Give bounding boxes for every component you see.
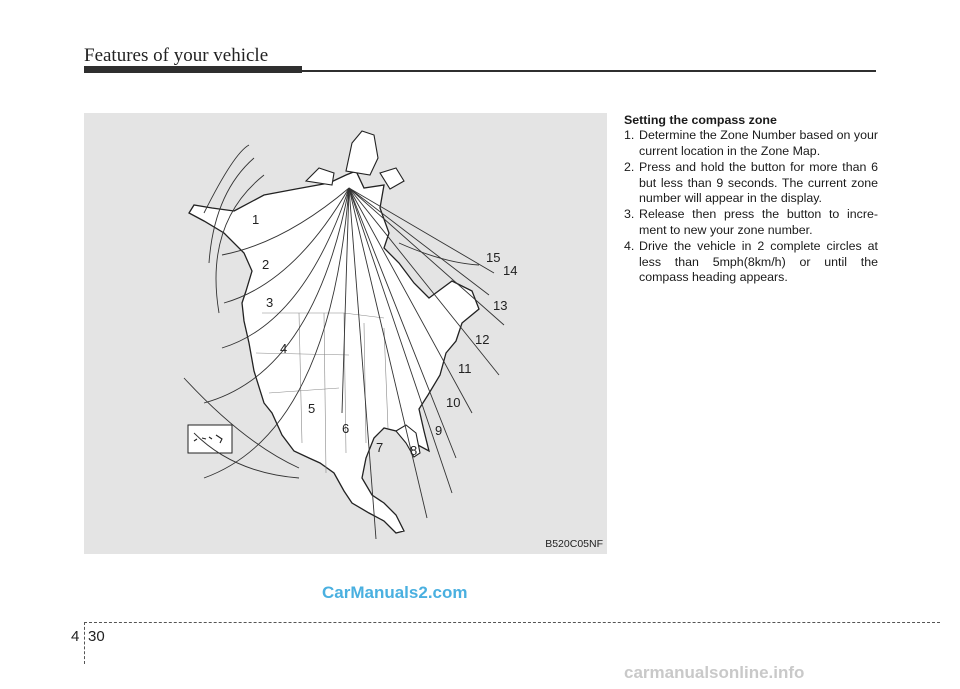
zone-label-5: 5 — [308, 401, 316, 416]
step-text: Press and hold the button for more than 6 but less than 9 seconds. The current zone number will appear in the display. — [639, 160, 878, 206]
section-heading: Setting the compass zone — [624, 113, 777, 127]
figure-code: B520C05NF — [545, 538, 603, 550]
footer-divider — [84, 622, 85, 664]
step-text: Drive the vehicle in 2 complete circles at less than 5mph(8km/h) or until the compass heading appears. — [639, 239, 878, 285]
step-list — [624, 128, 878, 285]
zone-label-15: 15 — [486, 250, 501, 265]
zone-label-7: 7 — [376, 440, 384, 455]
step-item — [624, 239, 878, 285]
zone-label-8: 8 — [410, 443, 418, 458]
hawaii-inset-frame — [188, 425, 232, 453]
step-text: Release then press the button to incre-ment to new your zone number. — [639, 207, 878, 237]
source-site-watermark[interactable]: carmanualsonline.info — [624, 663, 805, 682]
north-america-outline — [189, 171, 479, 533]
zone-label-14: 14 — [503, 263, 518, 278]
header-rule — [302, 70, 876, 72]
step-number: 3. — [624, 207, 635, 222]
zone-label-13: 13 — [493, 298, 508, 313]
instructions-column — [624, 113, 878, 285]
chapter-number: 4 — [71, 628, 80, 645]
zone-label-2: 2 — [262, 257, 270, 272]
zone-label-10: 10 — [446, 395, 461, 410]
watermark-link[interactable]: CarManuals2.com — [322, 583, 468, 602]
zone-map-illustration — [84, 113, 607, 554]
step-number: 1. — [624, 128, 635, 143]
page-number: 30 — [88, 628, 105, 645]
zone-label-1: 1 — [252, 212, 260, 227]
zone-map-figure — [84, 113, 607, 554]
zone-label-3: 3 — [266, 295, 274, 310]
zone-label-9: 9 — [435, 423, 443, 438]
step-number: 2. — [624, 160, 635, 175]
header-bar-accent — [84, 66, 302, 73]
footer-rule — [84, 622, 940, 623]
page-header-title: Features of your vehicle — [84, 45, 269, 66]
zone-label-4: 4 — [280, 341, 288, 356]
zone-label-11: 11 — [458, 361, 472, 376]
zone-label-6: 6 — [342, 421, 350, 436]
zone-label-12: 12 — [475, 332, 490, 347]
step-item — [624, 207, 878, 238]
step-text: Determine the Zone Number based on your current location in the Zone Map. — [639, 128, 878, 158]
step-number: 4. — [624, 239, 635, 254]
step-item — [624, 160, 878, 206]
step-item — [624, 128, 878, 159]
